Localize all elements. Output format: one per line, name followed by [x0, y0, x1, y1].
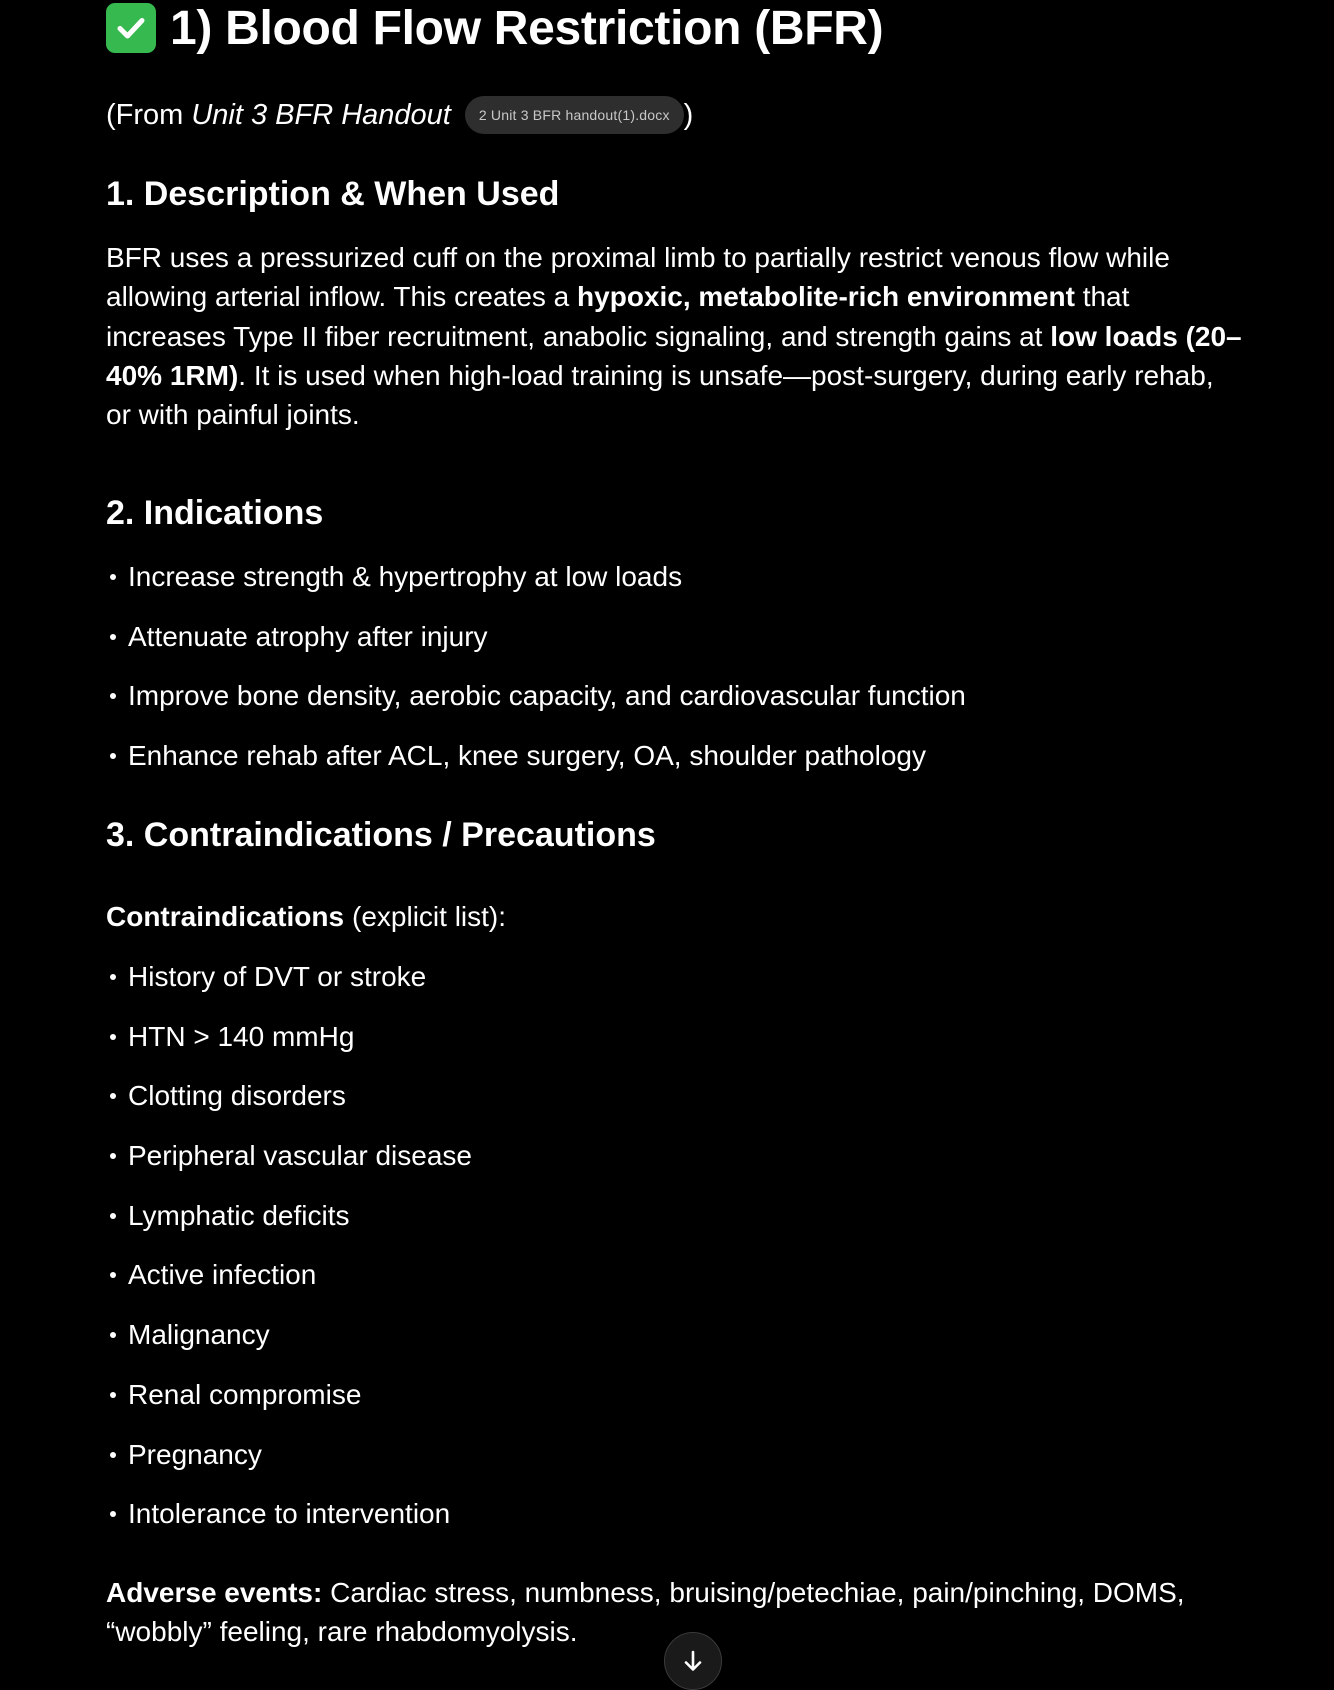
list-item: [106, 736, 926, 776]
bullet-icon: [110, 1093, 116, 1099]
description-heading: 1. Description & When Used: [106, 175, 560, 213]
list-item-text: Malignancy: [128, 1319, 270, 1350]
list-item-text: Lymphatic deficits: [128, 1200, 350, 1231]
bullet-icon: [110, 574, 116, 580]
description-text-1: BFR uses a pressurized cuff on the proximal limb to partially restrict venous flow while allowing arterial inflow. This creates a: [106, 242, 1170, 313]
bullet-icon: [110, 1452, 116, 1458]
contraindications-label-note: (explicit list):: [352, 901, 507, 932]
source-reference: [106, 94, 693, 136]
description-text-2: that increases Type II fiber recruitment, anabolic signaling, and strength gains at: [106, 281, 1130, 352]
adverse-events-text: Cardiac stress, numbness, bruising/petechiae, pain/pinching, DOMS, “wobbly” feeling, rare rhabdomyolysis.: [106, 1577, 1185, 1648]
description-bold-2: low loads (20–40% 1RM): [106, 320, 1242, 391]
list-item: [106, 676, 966, 716]
bullet-icon: [110, 693, 116, 699]
source-doc-title: Unit 3 BFR Handout: [191, 98, 451, 131]
list-item-text: Improve bone density, aerobic capacity, and cardiovascular function: [128, 680, 966, 711]
bullet-icon: [110, 1511, 116, 1517]
list-item: [106, 1315, 270, 1355]
contraindications-label-bold: Contraindications: [106, 901, 345, 932]
list-item: [106, 617, 488, 657]
section-title: [106, 0, 883, 56]
list-item: [106, 1494, 450, 1534]
bullet-icon: [110, 1392, 116, 1398]
bullet-icon: [110, 1213, 116, 1219]
description-paragraph: [106, 238, 1246, 434]
scroll-to-bottom-button[interactable]: [664, 1632, 722, 1690]
list-item-text: Active infection: [128, 1259, 317, 1290]
list-item: [106, 1017, 354, 1057]
list-item-text: Peripheral vascular disease: [128, 1140, 472, 1171]
list-item: [106, 1255, 316, 1295]
bullet-icon: [110, 634, 116, 640]
list-item: [106, 1136, 472, 1176]
list-item: [106, 1076, 346, 1116]
description-text-3: . It is used when high-load training is unsafe—post-surgery, during early rehab, or with painful joints.: [106, 359, 1214, 431]
list-item-text: Intolerance to intervention: [128, 1498, 451, 1529]
bullet-icon: [110, 1034, 116, 1040]
list-item: [106, 1375, 361, 1415]
list-item: [106, 957, 426, 997]
bullet-icon: [110, 753, 116, 759]
source-suffix: ): [683, 98, 694, 131]
arrow-down-icon: [680, 1648, 706, 1674]
contraindications-heading: 3. Contraindications / Precautions: [106, 816, 656, 854]
bullet-icon: [110, 1153, 116, 1159]
list-item-text: Attenuate atrophy after injury: [128, 621, 488, 652]
indications-heading: 2. Indications: [106, 494, 324, 532]
list-item-text: Enhance rehab after ACL, knee surgery, OA, shoulder pathology: [128, 740, 926, 771]
contraindications-label: [106, 897, 506, 937]
bullet-icon: [110, 1332, 116, 1338]
list-item-text: HTN > 140 mmHg: [128, 1021, 355, 1052]
list-item: [106, 1196, 350, 1236]
adverse-events-label: Adverse events:: [106, 1577, 323, 1608]
source-prefix: (From: [106, 98, 184, 131]
list-item: [106, 1435, 262, 1475]
file-citation-chip[interactable]: 2 Unit 3 BFR handout(1).docx: [465, 96, 684, 134]
check-mark-icon: [106, 3, 156, 53]
section-title-text: 1) Blood Flow Restriction (BFR): [170, 1, 884, 55]
list-item-text: Increase strength & hypertrophy at low loads: [128, 561, 683, 592]
description-bold-1: hypoxic, metabolite-rich environment: [577, 281, 1075, 313]
bullet-icon: [110, 974, 116, 980]
list-item-text: Pregnancy: [128, 1439, 262, 1470]
list-item: [106, 557, 682, 597]
list-item-text: Renal compromise: [128, 1379, 362, 1410]
list-item-text: History of DVT or stroke: [128, 961, 427, 992]
list-item-text: Clotting disorders: [128, 1080, 346, 1111]
bullet-icon: [110, 1272, 116, 1278]
